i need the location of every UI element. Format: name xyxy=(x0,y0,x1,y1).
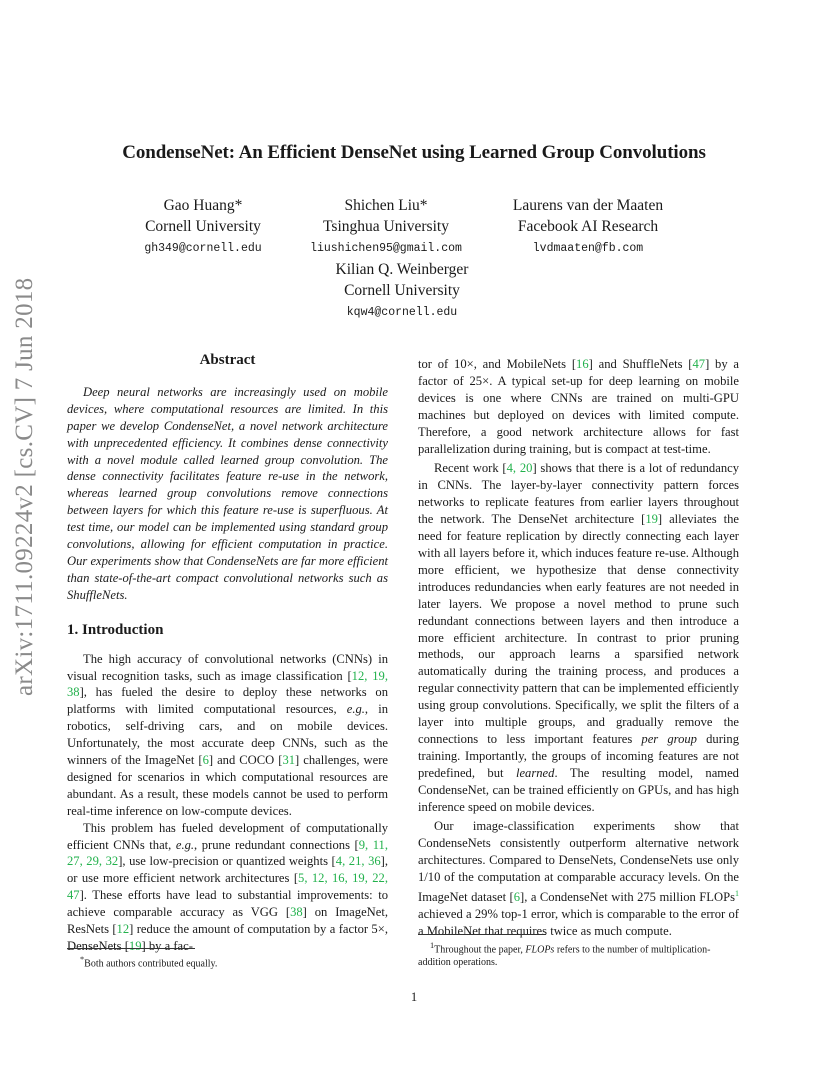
citation-link[interactable]: 4, 20 xyxy=(506,461,533,476)
body-paragraph: tor of 10×, and MobileNets [16] and ShuffleNets [47] by a factor of 25×. A typical set-up for deep learning on mobile devices is one where CNNs are trained on multi-GPU machines but deployed on devices with limited compute. Therefore, a good network architecture allows for fast parallelization during training, but is compact at test-time. xyxy=(418,357,739,456)
citation-link[interactable]: 19 xyxy=(645,512,658,527)
citation-link[interactable]: 6 xyxy=(202,753,209,768)
citation-link[interactable]: 19 xyxy=(128,939,142,953)
citation-link[interactable]: 16 xyxy=(576,357,589,371)
footnote-marker[interactable]: 1 xyxy=(735,889,739,899)
citation-link[interactable]: 31 xyxy=(282,753,296,768)
section-heading: 1. Introduction xyxy=(67,621,164,638)
author-email: liushichen95@gmail.com xyxy=(310,242,462,255)
intro-paragraph: This problem has fueled development of computationally efficient CNNs that, e.g., prune redundant connections [9, 11, 27, 29, 32], use low-precision or quantized weights [4, 21, 36], or use more efficient network architectures [5, 12, 16, 19, 22, 47]. These efforts have lead to substantial improvements: to achieve comparable accuracy as VGG [38] on ImageNet, ResNets [12] reduce the amount of computation by a factor 5×, DenseNets [19] by a fac- xyxy=(67,820,389,953)
abstract-heading: Abstract xyxy=(199,352,256,368)
citation-link[interactable]: 12, 19, 38 xyxy=(67,668,388,700)
author-name: Gao Huang* xyxy=(163,197,243,214)
citation-link[interactable]: 9, 11, 27, 29, 32 xyxy=(67,837,388,869)
arxiv-id: arXiv:1711.09224v2 [cs.CV] 7 Jun 2018 xyxy=(11,277,38,696)
author-affiliation: Tsinghua University xyxy=(323,218,449,235)
author-name: Kilian Q. Weinberger xyxy=(335,261,469,278)
author-block xyxy=(312,259,492,325)
abstract-text: Deep neural networks are increasingly used on mobile devices, where computational resources are limited. In this paper we develop CondenseNet, a novel network architecture with unprecedented efficiency. It combines dense connectivity with a novel module called learned group convolution. The dense connectivity facilitates feature re-use in the network, whereas learned group convolutions remove connections between layers for which this feature re-use is superfluous. At test time, our model can be implemented using standard group convolutions, allowing for efficient computation in practice. Our experiments show that CondenseNets are far more efficient than state-of-the-art compact convolutional networks such as ShuffleNets. xyxy=(67,384,388,602)
citation-link[interactable]: 4, 21, 36 xyxy=(335,854,381,869)
footnote: $^1$Throughout the paper, FLOPs refers to the number of multiplication-addition operations. xyxy=(418,941,711,969)
author-affiliation: Facebook AI Research xyxy=(517,218,659,235)
left-column xyxy=(67,352,388,955)
author-block xyxy=(128,195,278,261)
footnote: *Both authors contributed equally. xyxy=(80,955,218,970)
citation-link[interactable]: 6 xyxy=(513,890,521,905)
citation-link[interactable]: 5, 12, 16, 19, 22, 47 xyxy=(67,871,388,903)
author-name: Shichen Liu* xyxy=(344,197,428,214)
citation-link[interactable]: 38 xyxy=(290,905,303,920)
citation-link[interactable]: 12 xyxy=(116,922,130,937)
author-email: kqw4@cornell.edu xyxy=(346,306,458,319)
author-block xyxy=(296,195,476,261)
author-affiliation: Cornell University xyxy=(145,218,261,235)
intro-paragraph: The high accuracy of convolutional networks (CNNs) in visual recognition tasks, such as image classification [12, 19, 38], has fueled the desire to deploy these networks on platforms with limited computational resources, e.g., in robotics, self-driving cars, and on mobile devices. Unfortunately, the most accurate deep CNNs, such as the winners of the ImageNet [6] and COCO [31] challenges, were designed for scenarios in which computational resources are abundant. As a result, these models cannot be used to perform real-time inference on low-compute devices. xyxy=(67,651,389,818)
citation-link[interactable]: 47 xyxy=(692,357,706,371)
author-name: Laurens van der Maaten xyxy=(512,197,664,214)
footnote-rule xyxy=(67,948,195,949)
body-paragraph: Recent work [4, 20] shows that there is a lot of redundancy in CNNs. The layer-by-layer connectivity pattern forces networks to replicate features from earlier layers throughout the network. The DenseNet architecture [19] alleviates the need for feature replication by directly connecting each layer with all layers before it, which induces feature re-use. Although more efficient, we hypothesize that dense connectivity introduces redundancies when early features are not needed in later layers. We propose a novel method to prune such redundant connections between layers and then introduce a more efficient architecture. In contrast to prior pruning methods, our approach learns a sparsified network automatically during the training process, and produces a regular connectivity pattern that can be implemented efficiently using group convolutions. Specifically, we split the filters of a layer into multiple groups, and gradually remove the connections to less important features per group during training. Importantly, the groups of incoming features are not predefined, but learned. The resulting model, named CondenseNet, can be trained efficiently on GPUs, and has high inference speed on mobile devices. xyxy=(418,461,740,814)
author-affiliation: Cornell University xyxy=(344,282,460,299)
author-block xyxy=(498,195,678,261)
body-paragraph: Our image-classification experiments show that CondenseNets consistently outperform alternative network architectures. Compared to DenseNets, CondenseNets use only 1/10 of the computation at comparable accuracy levels. On the ImageNet dataset [6], a CondenseNet with 275 million FLOPs$^1$ achieved a 29% top-1 error, which is comparable to the error of a MobileNet that requires twice as much compute. xyxy=(418,819,739,939)
paper-title: CondenseNet: An Efficient DenseNet using Learned Group Convolutions xyxy=(122,142,706,163)
right-column xyxy=(418,356,739,940)
footnote-rule xyxy=(418,934,546,935)
page-number: 1 xyxy=(410,990,418,1004)
arxiv-sidebar xyxy=(8,277,40,696)
author-email: gh349@cornell.edu xyxy=(144,242,262,255)
author-email: lvdmaaten@fb.com xyxy=(532,242,644,255)
